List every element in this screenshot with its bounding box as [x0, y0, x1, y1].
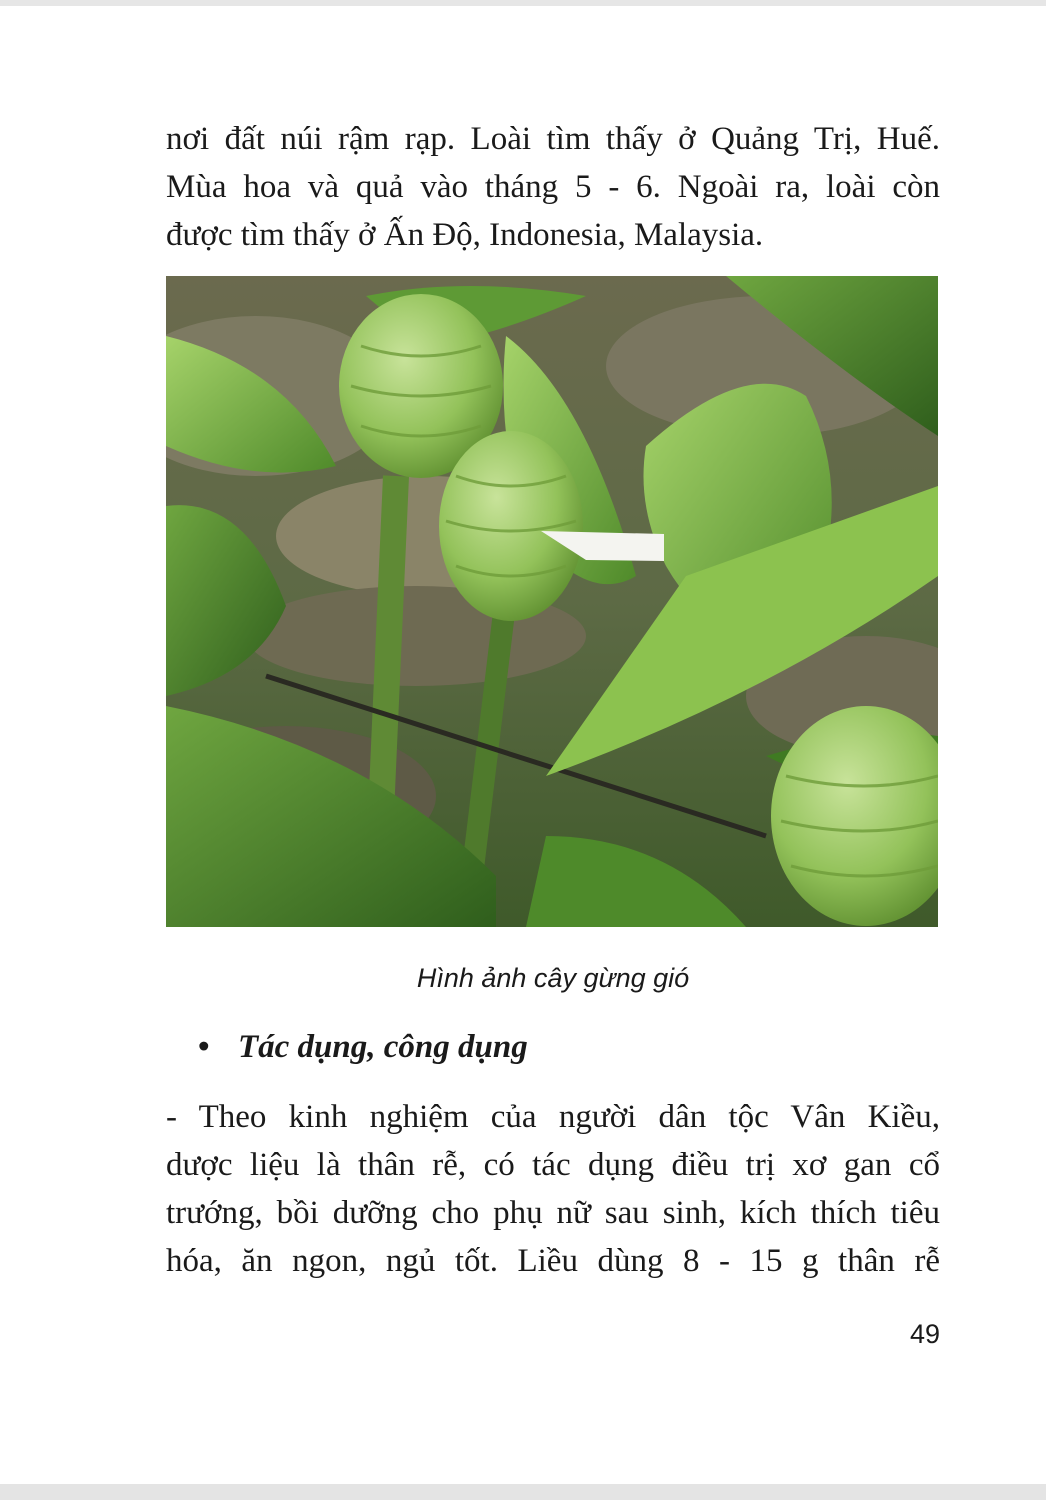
book-page [0, 6, 1046, 1484]
text-line: Mùa hoa và quả vào tháng 5 - 6. Ngoài ra, loài còn [166, 169, 940, 205]
section-heading [198, 1024, 528, 1070]
text-line: trướng, bồi dưỡng cho phụ nữ sau sinh, kích thích tiêu [166, 1195, 940, 1231]
page-number: 49 [909, 1319, 940, 1349]
text-line: dược liệu là thân rễ, có tác dụng điều trị xơ gan cổ [166, 1147, 940, 1183]
text-line: hóa, ăn ngon, ngủ tốt. Liều dùng 8 - 15 g thân rễ [166, 1243, 940, 1279]
text-line: nơi đất núi rậm rạp. Loài tìm thấy ở Quảng Trị, Huế. [166, 121, 940, 157]
plant-illustration [166, 276, 938, 927]
viewer-bottom-edge [0, 1484, 1046, 1500]
ginger-plant-photo [166, 276, 938, 927]
bullet-icon: • [198, 1029, 210, 1065]
section-heading-text: Tác dụng, công dụng [238, 1029, 528, 1065]
text-line: - Theo kinh nghiệm của người dân tộc Vân Kiều, [166, 1099, 940, 1135]
text-line: được tìm thấy ở Ấn Độ, Indonesia, Malaysia. [166, 217, 764, 253]
figure-caption: Hình ảnh cây gừng gió [416, 963, 690, 993]
